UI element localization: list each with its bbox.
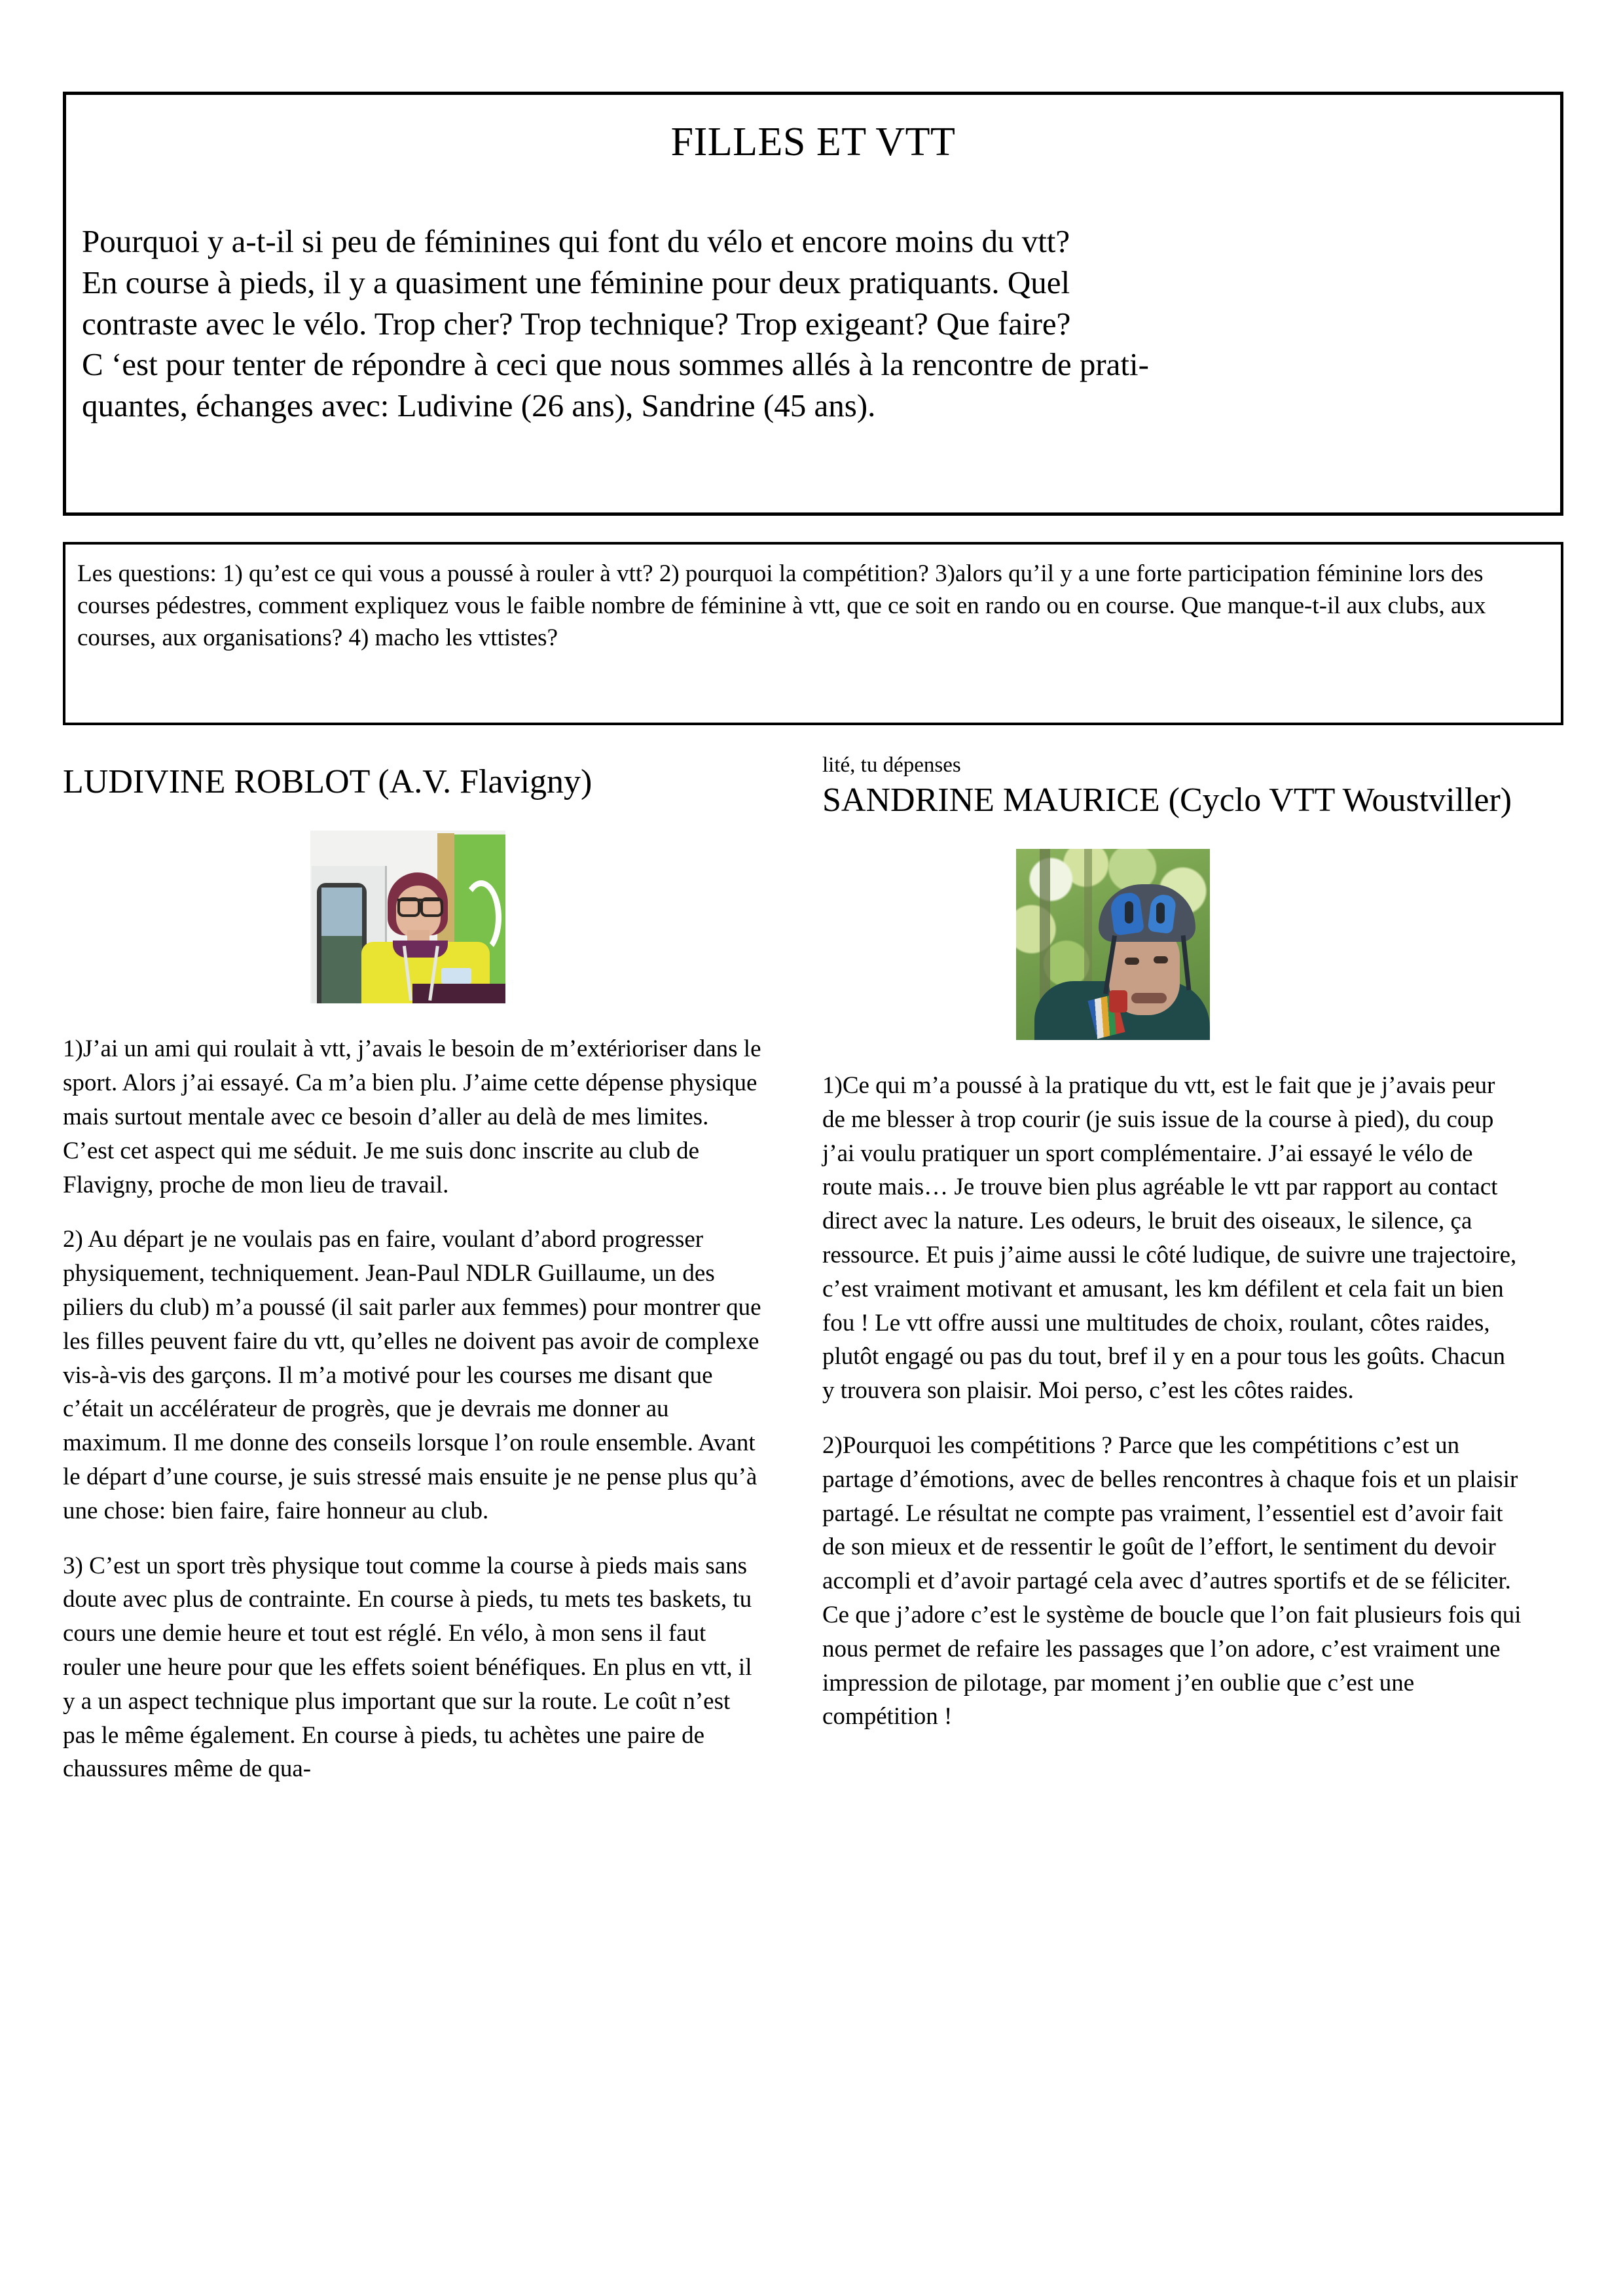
- van-window: [317, 883, 367, 1003]
- sandrine-heading: SANDRINE MAURICE (Cyclo VTT Woustviller): [822, 781, 1512, 819]
- window-reflection: [321, 888, 362, 936]
- ludivine-photo: [310, 831, 505, 1003]
- continuation-line: lité, tu dépenses: [822, 753, 961, 777]
- ludivine-heading: LUDIVINE ROBLOT (A.V. Flavigny): [63, 763, 593, 800]
- sandrine-answer-2: 2)Pourquoi les compétitions ? Parce que les compétitions c’est un partage d’émotions, avec de belles rencontres à chaque fois et un plaisir partagé. Le résultat ne compte pas vraiment, l’essentiel est d’avoir fait de son mieux et de ressentir le goût de l’effort, le sentiment du devoir accompli et d’avoir partagé cela avec d’autres sportifs et de se féliciter. Ce que j’adore c’est le système de boucle que l’on fait plusieurs fois qui nous permet de refaire les passages que l’on adore, c’est vraiment une impression de pilotage, par moment j’en oublie que c’est une compétition !: [822, 1431, 1527, 1731]
- tree-trunk-1: [1040, 849, 1050, 1005]
- ludivine-photo-wrap: [63, 831, 763, 1003]
- helmet-vent-1: [1125, 901, 1133, 924]
- column-ludivine: [63, 753, 767, 1786]
- jersey-collar: [393, 941, 448, 958]
- header-box: [63, 92, 1563, 516]
- intro-line-4: C ‘est pour tenter de répondre à ceci que nous sommes allés à la rencontre de prati-: [82, 346, 1149, 383]
- questions-text: Les questions: 1) qu’est ce qui vous a poussé à rouler à vtt? 2) pourquoi la compétition? 3)alors qu’il y a une forte participation féminine lors des courses pédestres, comment expliquez vous le faible nombre de féminine à vtt, que ce soit en rando ou en course. Que manque-t-il aux clubs, aux courses, aux organisations? 4) macho les vttistes?: [77, 560, 1486, 652]
- intro-line-1: Pourquoi y a-t-il si peu de féminines qui font du vélo et encore moins du vtt?: [82, 223, 1070, 260]
- intro-paragraph: [82, 221, 1544, 427]
- questions-box: [63, 542, 1563, 725]
- ludivine-answers: [63, 1032, 767, 1786]
- red-buckle: [1109, 990, 1127, 1013]
- tree-trunk-2: [1084, 849, 1092, 984]
- sandrine-answers: [822, 1069, 1527, 1734]
- ludivine-answer-1: 1)J’ai un ami qui roulait à vtt, j’avais le besoin de m’extérioriser dans le sport. Alors j’ai essayé. Ca m’a bien plu. J’aime cette dépense physique mais surtout mentale avec ce besoin d’aller au delà de mes limites. C’est cet aspect qui me séduit. Je me suis donc inscrite au club de Flavigny, proche de mon lieu de travail.: [63, 1035, 767, 1198]
- page-title: FILLES ET VTT: [670, 120, 956, 164]
- intro-line-3: contraste avec le vélo. Trop cher? Trop technique? Trop exigeant? Que faire?: [82, 305, 1071, 342]
- sandrine-photo: [1016, 849, 1210, 1040]
- eye-left: [1125, 958, 1139, 965]
- ludivine-answer-3: 3) C’est un sport très physique tout comme la course à pieds mais sans doute avec plus de contrainte. En course à pieds, tu mets tes baskets, tu cours une demie heure et tout est réglé. En vélo, à mon sens il faut rouler une heure pour que les effets soient bénéfiques. En plus en vtt, il y a un aspect technique plus important que sur la route. Le coût n’est pas le même également. En course à pieds, tu achètes une paire de chaussures même de qua-: [63, 1552, 758, 1783]
- sandrine-answer-1: 1)Ce qui m’a poussé à la pratique du vtt, est le fait que je j’avais peur de me blesser à trop courir (je suis issue de la course à pied), du coup j’ai voulu pratiquer un sport complémentaire. J’ai essayé le vélo de route mais… Je trouve bien plus agréable le vtt par rapport au contact direct avec la nature. Les odeurs, le bruit des oiseaux, le silence, ça ressource. Et puis j’aime aussi le côté ludique, de suivre une trajectoire, c’est vraiment motivant et amusant, les km défilent et cela fait un bien fou ! Le vtt offre aussi une multitudes de choix, roulant, côtes raides, plutôt engagé ou pas du tout, bref il y en a pour tous les goûts. Chacun y trouvera son plaisir. Moi perso, c’est les côtes raides.: [822, 1071, 1523, 1405]
- intro-line-2: En course à pieds, il y a quasiment une féminine pour deux pratiquants. Quel: [82, 264, 1070, 300]
- glasses-left-lens: [397, 897, 420, 917]
- eye-right: [1154, 956, 1168, 963]
- jersey-badge: [441, 968, 471, 984]
- column-sandrine: [822, 753, 1527, 1734]
- mouth: [1131, 993, 1167, 1003]
- jersey-band: [412, 984, 505, 1003]
- ludivine-answer-2: 2) Au départ je ne voulais pas en faire, voulant d’abord progresser physiquement, techniquement. Jean-Paul NDLR Guillaume, un des piliers du club) m’a poussé (il sait parler aux femmes) pour montrer que les filles peuvent faire du vtt, qu’elles ne doivent pas avoir de complexe vis-à-vis des garçons. Il m’a motivé pour les courses me disant que c’était un accélérateur de progrès, que je devrais me donner au maximum. Il me donne des conseils lorsque l’on roule ensemble. Avant le départ d’une course, je suis stressé mais ensuite je ne pense plus qu’à une chose: bien faire, faire honneur au club.: [63, 1226, 767, 1524]
- glasses-right-lens: [420, 897, 443, 917]
- sandrine-photo-wrap: [822, 849, 1523, 1040]
- intro-line-5: quantes, échanges avec: Ludivine (26 ans), Sandrine (45 ans).: [82, 387, 876, 423]
- helmet-vent-2: [1156, 903, 1165, 924]
